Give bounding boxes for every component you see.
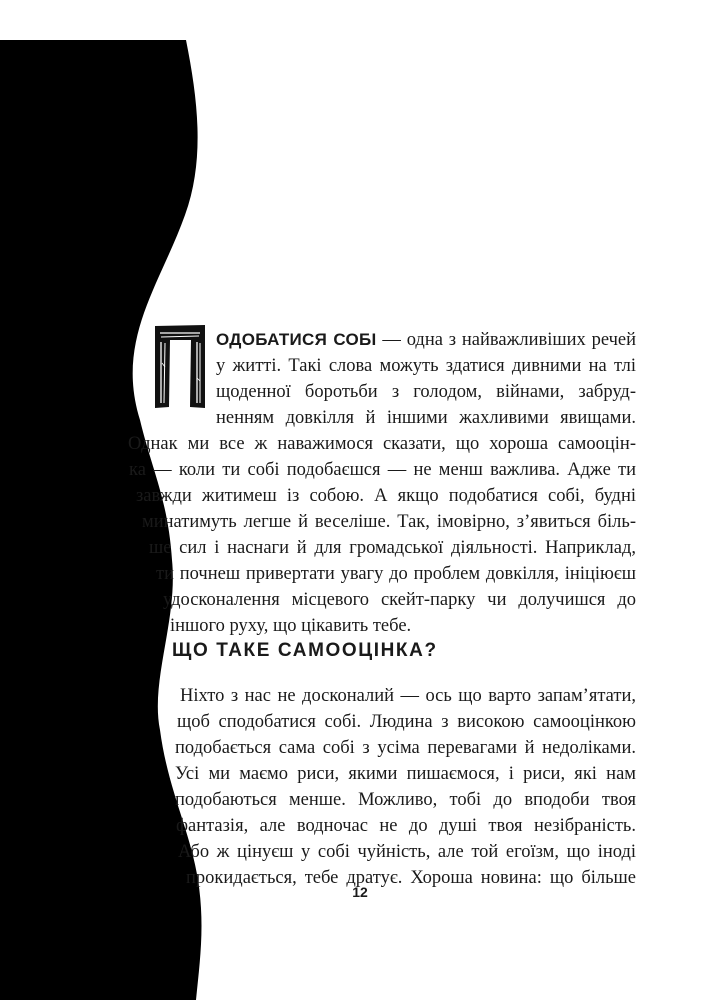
body-line-7: Або ж цінуєш у собі чуйність, але той егоїзм, що іноді (178, 842, 636, 862)
intro-line-9: ше сил і наснаги й для громадської діяльності. Наприклад, (149, 538, 636, 558)
body-line-4: Усі ми маємо риси, якими пишаємося, і риси, які нам (175, 764, 636, 784)
intro-lead-caps: ОДОБАТИСЯ СОБІ (216, 330, 377, 349)
body-line-1: Ніхто з нас не досконалий — ось що варто запам’ятати, (180, 686, 636, 706)
intro-line-12 (170, 613, 411, 639)
drop-cap-letter (153, 323, 207, 409)
intro-line-10: ти почнеш привертати увагу до проблем довкілля, ініціюєш (156, 564, 636, 584)
intro-line-11: удосконалення місцевого скейт-парку чи долучишся до (163, 590, 636, 610)
body-line-2: щоб сподобатися собі. Людина з високою самооцінкою (177, 712, 636, 732)
body-line-8: прокидається, тебе дратує. Хороша новина: що більше (186, 868, 636, 888)
page-number: 12 (352, 884, 368, 900)
section-heading: ЩО ТАКЕ САМООЦІНКА? (172, 640, 438, 661)
intro-line-5: Однак ми все ж наважимося сказати, що хороша самооцін- (128, 434, 636, 454)
intro-line-3: щоденної боротьби з голодом, війнами, забруд- (216, 382, 636, 402)
intro-line-8: минатимуть легше й веселіше. Так, імовірно, з’явиться біль- (142, 512, 636, 532)
intro-line-1-rest: — одна з найважливіших речей (376, 330, 636, 350)
intro-line-4: ненням довкілля й іншими жахливими явищами. (216, 408, 636, 428)
intro-line-12-text: іншого руху, що цікавить тебе. (170, 616, 412, 636)
intro-line-6: ка — коли ти собі подобаєшся — не менш важлива. Адже ти (129, 460, 636, 480)
body-line-3: подобається сама собі з усіма перевагами й недоліками. (175, 738, 636, 758)
intro-line-1 (216, 327, 636, 353)
intro-line-2: у житті. Такі слова можуть здатися дивними на тлі (216, 356, 636, 376)
body-line-5: подобаються менше. Можливо, тобі до вподоби твоя (175, 790, 636, 810)
body-line-6: фантазія, але водночас не до душі твоя незібраність. (176, 816, 636, 836)
intro-line-7: завжди житимеш із собою. А якщо подобатися собі, будні (136, 486, 636, 506)
